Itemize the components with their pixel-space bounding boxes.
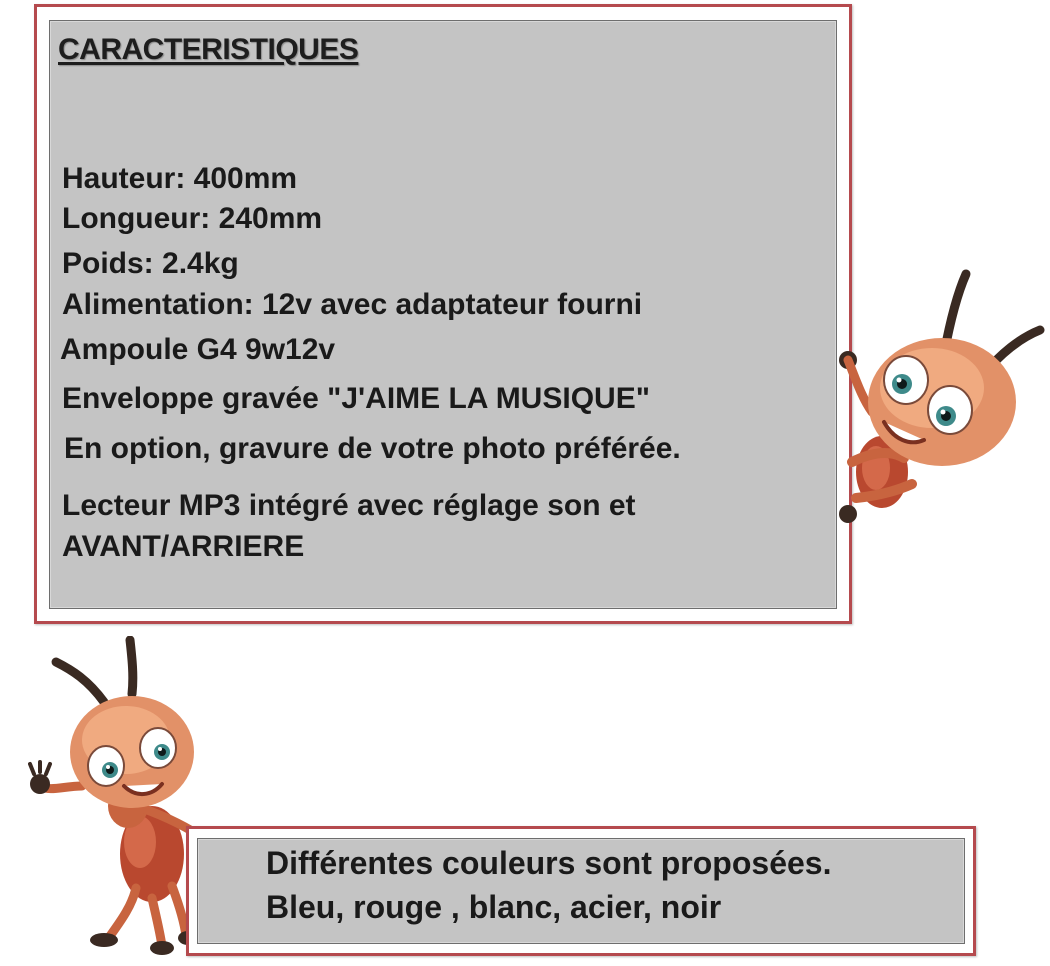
spec-bulb: Ampoule G4 9w12v xyxy=(60,333,336,366)
spec-power: Alimentation: 12v avec adaptateur fourni xyxy=(62,288,643,321)
spec-weight: Poids: 2.4kg xyxy=(62,247,239,280)
colors-intro: Différentes couleurs sont proposées. xyxy=(266,845,832,881)
spec-length: Longueur: 240mm xyxy=(62,202,323,235)
colors-list: Bleu, rouge , blanc, acier, noir xyxy=(266,889,722,925)
spec-photo-option: En option, gravure de votre photo préférée. xyxy=(64,432,681,465)
spec-engraving: Enveloppe gravée "J'AIME LA MUSIQUE" xyxy=(62,382,650,415)
specifications-title: CARACTERISTIQUES xyxy=(58,33,359,66)
ant-peeking-icon xyxy=(832,262,1048,540)
spec-mp3-controls: AVANT/ARRIERE xyxy=(62,530,305,563)
spec-mp3-player: Lecteur MP3 intégré avec réglage son et xyxy=(62,489,636,522)
spec-height: Hauteur: 400mm xyxy=(62,162,298,195)
